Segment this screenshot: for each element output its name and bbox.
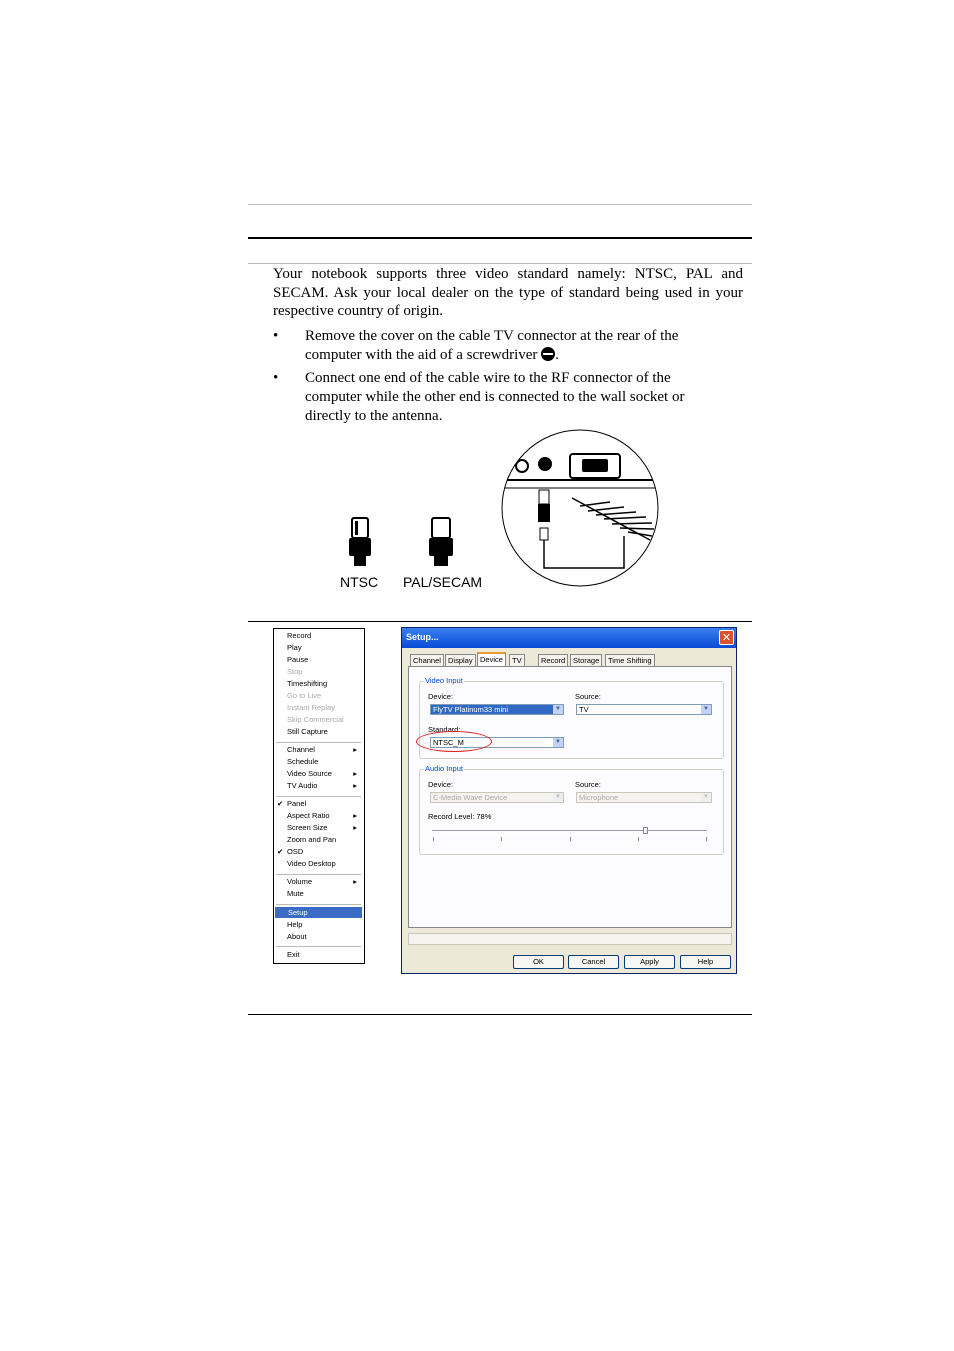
audio-source-select: Microphone ▼	[576, 792, 712, 803]
menu-item-still-capture[interactable]: Still Capture	[287, 727, 328, 736]
help-button[interactable]: Help	[680, 955, 731, 969]
slider-track	[432, 830, 707, 834]
standard-select[interactable]: NTSC_M ▼	[430, 737, 564, 748]
menu-separator	[276, 874, 361, 875]
menu-item-record[interactable]: Record	[287, 631, 312, 640]
record-level-label: Record Level: 78%	[428, 812, 492, 821]
menu-item-skip-commercial: Skip Commercial	[287, 715, 344, 724]
chevron-down-icon: ▼	[701, 793, 711, 802]
section-rule	[248, 237, 752, 239]
menu-item-video-desktop[interactable]: Video Desktop	[287, 859, 336, 868]
menu-item-timeshifting[interactable]: Timeshifting	[287, 679, 328, 688]
chevron-down-icon: ▼	[701, 705, 711, 714]
record-level-slider[interactable]	[432, 826, 707, 842]
dialog-title: Setup...	[406, 632, 439, 642]
ntsc-label: NTSC	[340, 574, 379, 590]
tab-record[interactable]: Record	[538, 654, 568, 666]
audio-device-label: Device:	[428, 780, 454, 789]
setup-dialog	[401, 627, 737, 974]
slider-tick	[433, 837, 434, 841]
tab-storage[interactable]: Storage	[570, 654, 602, 666]
highlight-ellipse	[416, 731, 492, 752]
slider-tick	[570, 837, 571, 841]
dialog-titlebar[interactable]	[402, 628, 736, 648]
bullet-text: Remove the cover on the cable TV connector at the rear of the computer with the aid of a screwdriver	[305, 328, 679, 363]
menu-item-pause[interactable]: Pause	[287, 655, 309, 664]
menu-item-zoom-and-pan[interactable]: Zoom and Pan	[287, 835, 337, 844]
chevron-down-icon: ▼	[553, 738, 563, 747]
video-source-label: Source:	[575, 692, 601, 701]
tab-channel[interactable]: Channel	[410, 654, 444, 666]
tab-display[interactable]: Display	[445, 654, 476, 666]
slider-tick	[706, 837, 707, 841]
audio-input-group	[419, 764, 724, 855]
menu-item-go-to-live: Go to Live	[287, 691, 322, 700]
bullet-text: Connect one end of the cable wire to the RF connector of the computer while the other end is connected to the wall socket or directly to the antenna.	[305, 370, 685, 424]
chevron-down-icon: ▼	[553, 793, 563, 802]
screwdriver-icon	[541, 347, 555, 361]
audio-input-label: Audio Input	[425, 764, 463, 773]
check-icon: ✔	[277, 799, 284, 808]
audio-source-label: Source:	[575, 780, 601, 789]
video-input-group	[419, 676, 724, 759]
video-device-label: Device:	[428, 692, 454, 701]
menu-item-osd[interactable]: ✔ OSD	[277, 847, 304, 856]
apply-button[interactable]: Apply	[624, 955, 675, 969]
intro-paragraph: Your notebook supports three video standard namely: NTSC, PAL and SECAM. Ask your local dealer on the type of standard being used in your respective country of origin.	[273, 266, 743, 319]
menu-separator	[276, 904, 361, 905]
menu-item-play[interactable]: Play	[287, 643, 302, 652]
slider-tick	[638, 837, 639, 841]
menu-item-stop: Stop	[287, 667, 303, 676]
menu-separator	[276, 742, 361, 743]
submenu-arrow-icon: ▸	[353, 781, 357, 790]
menu-item-screen-size[interactable]: Screen Size ▸	[287, 823, 357, 832]
submenu-arrow-icon: ▸	[353, 769, 357, 778]
menu-item-exit[interactable]: Exit	[287, 950, 300, 959]
menu-item-about[interactable]: About	[287, 932, 307, 941]
check-icon: ✔	[277, 847, 284, 856]
submenu-arrow-icon: ▸	[353, 745, 357, 754]
menu-item-aspect-ratio[interactable]: Aspect Ratio ▸	[287, 811, 357, 820]
dialog-status-bar	[408, 933, 732, 945]
rear-port-antenna-illustration	[500, 428, 662, 588]
slider-tick	[501, 837, 502, 841]
tab-tv[interactable]: TV	[509, 654, 525, 666]
chevron-down-icon: ▼	[553, 705, 563, 714]
figure-rule	[248, 621, 752, 622]
submenu-arrow-icon: ▸	[353, 823, 357, 832]
player-context-menu	[273, 628, 365, 964]
standard-label: Standard:	[428, 725, 461, 734]
video-source-select[interactable]: TV ▼	[576, 704, 712, 715]
menu-item-volume[interactable]: Volume ▸	[287, 877, 357, 886]
tab-time-shifting[interactable]: Time Shifting	[605, 654, 655, 666]
slider-thumb[interactable]	[643, 827, 648, 834]
bullet-dot: •	[273, 328, 279, 344]
cancel-button[interactable]: Cancel	[568, 955, 619, 969]
bullet-dot: •	[273, 370, 279, 386]
pal-secam-label: PAL/SECAM	[403, 574, 483, 590]
submenu-arrow-icon: ▸	[353, 877, 357, 886]
pal-secam-connector-icon	[425, 516, 457, 572]
submenu-arrow-icon: ▸	[353, 811, 357, 820]
menu-item-mute[interactable]: Mute	[287, 889, 304, 898]
menu-item-panel[interactable]: ✔ Panel	[277, 799, 307, 808]
video-input-label: Video Input	[425, 676, 463, 685]
bottom-rule	[248, 1014, 752, 1015]
audio-device-select: C-Media Wave Device ▼	[430, 792, 564, 803]
ntsc-connector-icon	[345, 516, 377, 572]
menu-item-schedule[interactable]: Schedule	[287, 757, 319, 766]
menu-item-video-source[interactable]: Video Source ▸	[287, 769, 357, 778]
menu-item-channel[interactable]: Channel ▸	[287, 745, 357, 754]
device-tab-panel	[408, 666, 732, 928]
tab-device[interactable]: Device	[477, 652, 506, 668]
menu-separator	[276, 796, 361, 797]
menu-separator	[276, 946, 361, 947]
close-icon[interactable]: ✕	[719, 630, 734, 645]
top-thin-rule	[248, 204, 752, 205]
menu-item-tv-audio[interactable]: TV Audio ▸	[287, 781, 357, 790]
menu-item-help[interactable]: Help	[287, 920, 303, 929]
menu-item-setup[interactable]: Setup	[275, 907, 362, 918]
subsection-rule	[248, 263, 752, 264]
video-device-select[interactable]: FlyTV Platinum33 mini ▼	[430, 704, 564, 715]
menu-item-instant-replay: Instant Replay	[287, 703, 335, 712]
ok-button[interactable]: OK	[513, 955, 564, 969]
